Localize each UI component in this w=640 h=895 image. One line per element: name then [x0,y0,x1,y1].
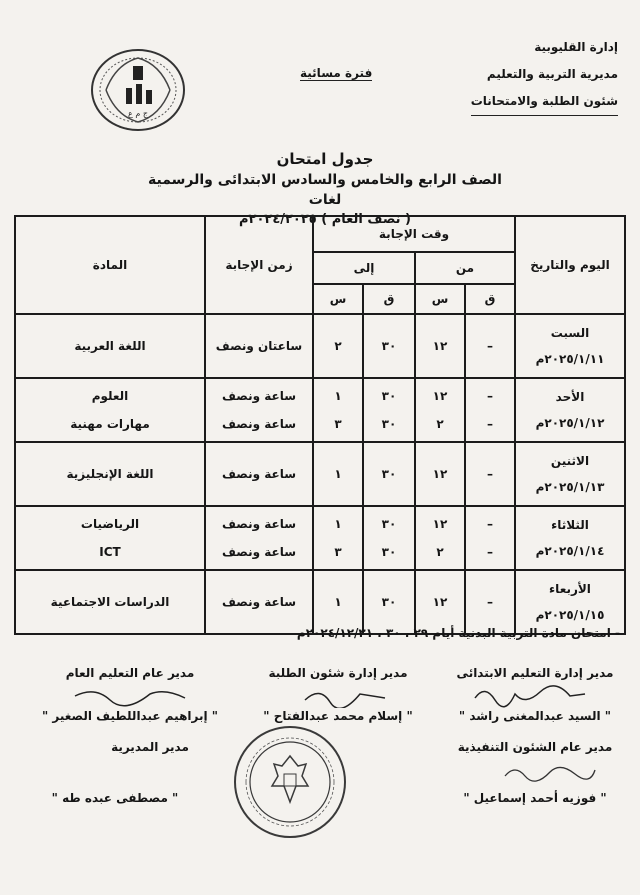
header-to-hour: س [313,284,363,314]
physical-education-note: - امتحان مادة التربية البدنية أيام ٢٩ ، ٣٠ ، ٢٠٢٤/١٢/٣١م [296,626,620,640]
exam-schedule-table [14,215,626,635]
organization-header [428,34,618,116]
to-minute-value: ٣٠ [381,389,397,403]
handwritten-signature-exec [500,756,600,786]
title-line-1: جدول امتحان [276,150,374,168]
official-stamp [230,722,350,842]
from-hour-value: ١٢ [432,339,448,353]
duration-cell [205,378,313,442]
subject-value: ICT [99,545,121,559]
from-minute-value: – [487,467,493,481]
subject-cell [15,442,205,506]
table-row [15,314,625,378]
from-hour-cell [415,506,465,570]
to-minute-cell [363,442,415,506]
from-hour-cell [415,314,465,378]
signature-directorate-name: " مصطفى عبده طه " [51,791,179,805]
signature-primary-name: " السيد عبدالمغنى راشد " [458,709,612,723]
handwritten-signature-primary [470,680,590,710]
table-row [15,506,625,570]
exam-date: ٢٠٢٥/١/١١م [535,352,605,366]
from-hour-value: ١٢ [432,467,448,481]
header-from-hour: س [415,284,465,314]
to-hour-value: ١ [334,389,342,403]
from-hour-value: ٢ [436,545,444,559]
duration-value: ساعة ونصف [221,417,297,431]
subject-cell [15,506,205,570]
to-hour-value: ١ [334,595,342,609]
subject-value: العلوم [91,389,129,403]
signature-directorate-title: مدير المديرية [111,740,189,754]
from-hour-value: ١٢ [432,389,448,403]
to-minute-cell [363,506,415,570]
to-hour-value: ١ [334,517,342,531]
exam-date: ٢٠٢٥/١/١٢م [535,416,605,430]
subject-value: اللغة العربية [74,339,146,353]
to-hour-cell [313,314,363,378]
signature-general-name: " إبراهيم عبداللطيف الصغير " [41,709,219,723]
subject-value: الدراسات الاجتماعية [50,595,170,609]
header-to: إلى [313,252,415,284]
duration-value: ساعة ونصف [221,595,297,609]
day-date-cell [515,570,625,634]
day-name: الثلاثاء [551,518,589,532]
ministry-logo [86,44,190,134]
from-minute-cell [465,442,515,506]
from-minute-cell [465,570,515,634]
handwritten-signature-general [70,682,190,710]
to-minute-value: ٣٠ [381,595,397,609]
logo-text: ج م ع [128,109,148,118]
day-name: السبت [550,326,590,340]
to-hour-cell [313,570,363,634]
day-date-cell [515,442,625,506]
to-hour-cell [313,442,363,506]
duration-cell [205,314,313,378]
subject-cell [15,378,205,442]
to-hour-value: ٣ [334,417,342,431]
from-hour-value: ٢ [436,417,444,431]
exam-date: ٢٠٢٥/١/١٥م [535,608,605,622]
from-minute-cell [465,314,515,378]
to-hour-cell [313,378,363,442]
signature-students-name: " إسلام محمد عبدالفتاح " [263,709,413,723]
from-minute-value: – [487,545,493,559]
title-line-2: الصف الرابع والخامس والسادس الابتدائى والرسمية لغات [148,172,502,208]
signature-exec-title: مدير عام الشئون التنفيذية [457,740,613,754]
signature-exec-name: " فوزيه أحمد إسماعيل " [463,791,607,805]
header-from-minute: ق [465,284,515,314]
to-minute-cell [363,570,415,634]
table-row [15,378,625,442]
from-hour-value: ١٢ [432,595,448,609]
from-hour-cell [415,442,465,506]
to-minute-value: ٣٠ [381,517,397,531]
to-hour-cell [313,506,363,570]
org-line-1: إدارة القليوبية [534,40,618,54]
day-date-cell [515,506,625,570]
duration-cell [205,570,313,634]
to-minute-value: ٣٠ [381,339,397,353]
from-minute-value: – [487,389,493,403]
from-minute-value: – [487,517,493,531]
day-date-cell [515,314,625,378]
day-name: الأحد [555,390,585,404]
duration-value: ساعة ونصف [221,517,297,531]
org-line-2: مديرية التربية والتعليم [486,67,618,81]
duration-cell [205,442,313,506]
to-minute-cell [363,314,415,378]
session-period: فترة مسائية [300,66,373,80]
duration-value: ساعتان ونصف [215,339,303,353]
day-name: الاثنين [550,454,590,468]
table-row [15,570,625,634]
subject-value: الرياضيات [80,517,140,531]
signature-students-title: مدير إدارة شئون الطلبة [268,666,408,680]
from-hour-cell [415,378,465,442]
table-row [15,442,625,506]
subject-value: مهارات مهنية [70,417,150,431]
duration-value: ساعة ونصف [221,389,297,403]
duration-value: ساعة ونصف [221,545,297,559]
day-date-cell [515,378,625,442]
subject-cell [15,570,205,634]
duration-value: ساعة ونصف [221,467,297,481]
header-answer-time: وقت الإجابة [313,216,515,252]
exam-date: ٢٠٢٥/١/١٤م [535,544,605,558]
to-hour-value: ١ [334,467,342,481]
to-minute-value: ٣٠ [381,545,397,559]
header-subject: المادة [15,216,205,314]
exam-date: ٢٠٢٥/١/١٣م [535,480,605,494]
to-hour-value: ٢ [334,339,342,353]
header-day-date: اليوم والتاريخ [515,216,625,314]
signature-primary-title: مدير إدارة التعليم الابتدائى [456,666,614,680]
org-line-3: شئون الطلبة والامتحانات [471,88,618,116]
day-name: الأربعاء [549,582,591,596]
from-minute-cell [465,506,515,570]
signature-general-title: مدير عام التعليم العام [65,666,195,680]
from-hour-value: ١٢ [432,517,448,531]
subject-value: اللغة الإنجليزية [66,467,154,481]
to-minute-cell [363,378,415,442]
title-line-3: ( نصف العام ) ٢٠٢٤/٢٠٢٥م [238,212,411,227]
to-minute-value: ٣٠ [381,417,397,431]
from-minute-value: – [487,595,493,609]
from-minute-value: – [487,417,493,431]
header-from: من [415,252,515,284]
subject-cell [15,314,205,378]
from-minute-cell [465,378,515,442]
duration-cell [205,506,313,570]
to-hour-value: ٣ [334,545,342,559]
header-duration: زمن الإجابة [205,216,313,314]
from-minute-value: – [487,339,493,353]
header-to-minute: ق [363,284,415,314]
to-minute-value: ٣٠ [381,467,397,481]
handwritten-signature-students [300,684,390,708]
from-hour-cell [415,570,465,634]
